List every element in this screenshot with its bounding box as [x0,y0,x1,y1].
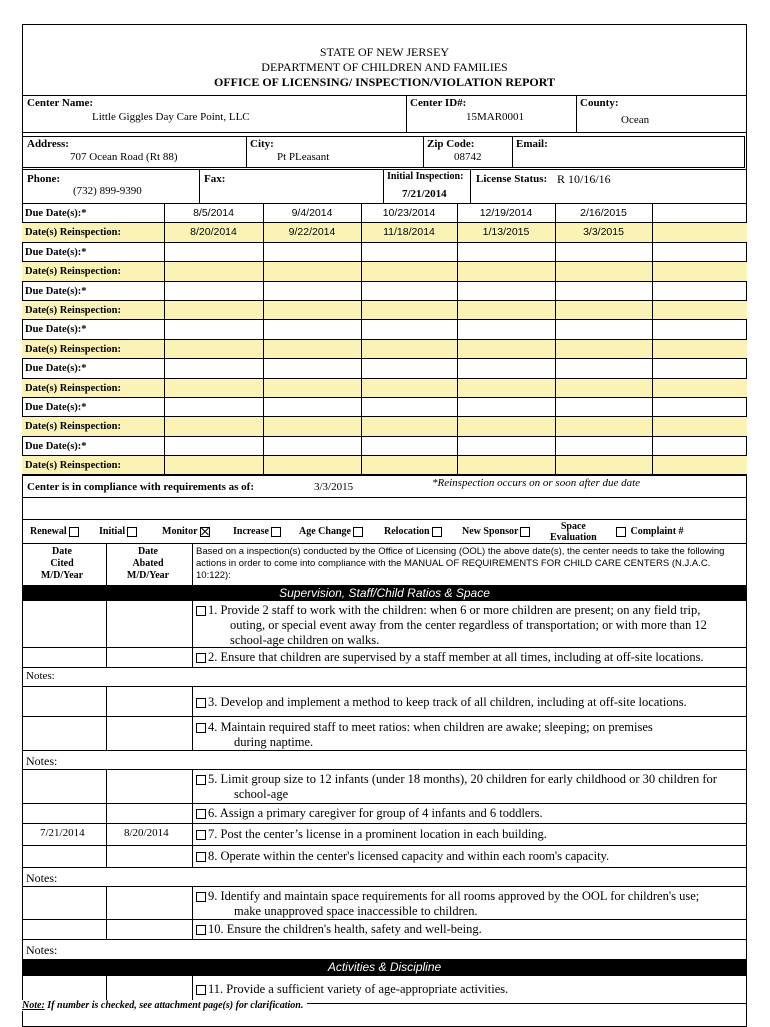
item-3-text: 3. Develop and implement a method to keep track of all children, including at off-site locations. [208,695,687,709]
reinspection-date-cell: 1/13/2015 [482,226,530,239]
date-abated-header [108,546,188,582]
item-2-checkbox[interactable] [196,653,206,663]
inspection-types [30,526,81,537]
complaint-checkbox[interactable] [616,527,626,537]
space-evaluation-label [550,521,597,543]
due-date-row [22,282,747,301]
footer-note-text: If number is checked, see attachment page(s) for clarification. [44,1000,304,1011]
age-change-checkbox[interactable] [353,527,363,537]
cited-h1: Date [52,546,72,557]
item-4 [194,720,653,750]
reinspection-row [22,417,747,436]
item-3 [194,695,687,710]
age-change-option [299,526,365,537]
due-date-row [22,320,747,339]
requirements-intro: Based on a inspection(s) conducted by the Office of Licensing (OOL) the above date(s), the center needs to take the following actions in order to come into compliance with the MANUAL OF REQUIREMENTS FOR CHILD CARE CENTERS (N.J.A.C. 10:122): [196,546,725,581]
item-11 [194,982,508,997]
due-date-row [22,359,747,378]
license-status-label: License Status: [476,173,548,185]
reinspection-label: Date(s) Reinspection: [25,421,121,433]
due-date-row [22,243,747,262]
due-date-cell: 8/5/2014 [193,207,234,219]
notes-label-1: Notes: [26,670,55,682]
initial-checkbox[interactable] [127,527,137,537]
address-value: 707 Ocean Road (Rt 88) [70,151,178,163]
reinspection-label: Date(s) Reinspection: [25,227,121,239]
item-9-text-b: make unapproved space inaccessible to children. [234,904,478,918]
due-date-label: Due Date(s):* [25,440,87,452]
form-header [22,45,747,90]
date-cited-header [22,546,102,582]
new-sponsor-label: New Sponsor [462,526,519,537]
zip-label: Zip Code: [427,138,475,150]
city-label: City: [250,138,274,150]
due-date-row [22,437,747,456]
reinspection-label: Date(s) Reinspection: [25,305,121,316]
reinspection-row [22,379,747,398]
reinspection-date-cell: 11/18/2014 [383,226,435,239]
item-1 [194,603,744,648]
item-7-text: 7. Post the center’s license in a prominent location in each building. [208,827,547,841]
item-11-checkbox[interactable] [196,985,206,995]
monitor-label: Monitor [162,526,198,537]
city-value: Pt PLeasant [277,151,330,163]
item-11-text: 11. Provide a sufficient variety of age-appropriate activities. [208,982,509,996]
monitor-option [162,526,212,537]
due-date-cell: 10/23/2014 [382,207,436,219]
reinspection-date-cell: 3/3/2015 [583,226,624,239]
item-5 [194,772,717,802]
reinspection-date-cell: 9/22/2014 [288,226,336,239]
initial-option [99,526,139,537]
center-name-value: Little Giggles Day Care Point, LLC [92,111,250,123]
abated-h1: Date [138,546,158,557]
due-date-label: Due Date(s):* [25,363,87,375]
cited-h3: M/D/Year [40,570,84,581]
section-supervision-header: Supervision, Staff/Child Ratios & Space [22,585,747,601]
item-4-text-a: 4. Maintain required staff to meet ratios: when children are awake; sleeping; on premises [208,720,653,734]
county-value: Ocean [621,114,650,126]
item-10-checkbox[interactable] [196,925,206,935]
phone-value: (732) 899-9390 [73,185,142,197]
initial-inspection-value: 7/21/2014 [402,188,447,200]
monitor-checkbox-checked[interactable] [200,527,210,537]
item-5-checkbox[interactable] [196,775,206,785]
item-7-date-cited: 7/21/2014 [40,827,85,839]
initial-inspection-label: Initial Inspection: [387,171,464,182]
due-date-cell: 9/4/2014 [291,207,333,219]
due-date-label: Due Date(s):* [25,208,87,219]
relocation-label: Relocation [384,526,430,537]
renewal-checkbox[interactable] [69,527,79,537]
county-label: County: [580,97,619,109]
due-date-label: Due Date(s):* [25,246,87,258]
item-1-text-c: school-age children on walks. [230,633,380,647]
header-state: STATE OF NEW JERSEY [319,45,450,59]
compliance-date: 3/3/2015 [314,481,354,493]
item-8-checkbox[interactable] [196,852,206,862]
due-date-cell: 2/16/2015 [580,207,627,219]
footer-note-label: Note: [22,1000,45,1011]
license-status-value: R 10/16/16 [557,172,611,186]
item-6-text: 6. Assign a primary caregiver for group of 4 infants and 6 toddlers. [208,806,543,820]
due-date-row [22,398,747,417]
address-label: Address: [27,138,69,150]
item-7-date-abated: 8/20/2014 [124,827,169,839]
reinspection-row [22,301,747,320]
cited-h2: Cited [50,558,74,569]
center-id-label: Center ID#: [410,97,467,109]
item-5-text-a: 5. Limit group size to 12 infants (under 18 months), 20 children for early childhood or 30 children for [208,772,717,786]
item-6-checkbox[interactable] [196,809,206,819]
due-date-label: Due Date(s):* [25,324,87,336]
reinspection-date-cell: 8/20/2014 [190,226,237,239]
email-label: Email: [516,138,548,150]
item-10-text: 10. Ensure the children's health, safety and well-being. [208,922,482,936]
increase-label: Increase [233,526,269,537]
item-5-text-b: school-age [234,787,289,801]
due-date-cell: 12/19/2014 [479,207,533,219]
reinspection-label: Date(s) Reinspection: [25,460,121,472]
item-2 [194,650,704,665]
relocation-checkbox[interactable] [432,527,442,537]
center-name-label: Center Name: [27,97,94,109]
notes-label-3: Notes: [26,871,58,885]
reinspection-label: Date(s) Reinspection: [25,266,121,278]
reinspection-row [22,340,747,359]
item-8 [194,849,609,864]
complaint-label: Complaint # [630,526,684,537]
relocation-option [384,526,444,537]
item-3-checkbox[interactable] [196,698,206,708]
initial-label: Initial [99,526,126,537]
item-1-text-a: 1. Provide 2 staff to work with the children: when 6 or more children are present; on any field trip, [208,603,701,617]
abated-h3: M/D/Year [126,570,170,581]
due-date-label: Due Date(s):* [25,285,87,297]
item-2-text: 2. Ensure that children are supervised by a staff member at all times, including at off-site locations. [208,650,704,664]
section-activities-header: Activities & Discipline [22,959,747,976]
space-eval-line2: Evaluation [550,532,597,543]
phone-label: Phone: [27,173,60,185]
increase-checkbox[interactable] [271,527,281,537]
notes-label-4: Notes: [26,943,58,957]
item-1-checkbox[interactable] [196,606,206,616]
age-change-label: Age Change [299,526,351,537]
new-sponsor-option [462,526,532,537]
complaint-option [614,526,684,537]
abated-h2: Abated [132,558,164,569]
space-eval-line1: Space [560,521,586,532]
report-title: OFFICE OF LICENSING/ INSPECTION/VIOLATION REPORT [214,75,555,89]
header-department: DEPARTMENT OF CHILDREN AND FAMILIES [261,60,508,74]
increase-option [233,526,283,537]
reinspection-row [22,262,747,281]
item-4-text-b: during naptime. [234,735,314,749]
notes-label-2: Notes: [26,754,58,768]
item-10 [194,922,482,937]
compliance-label: Center is in compliance with requirements as of: [27,481,255,493]
fax-label: Fax: [204,173,226,185]
reinspection-label: Date(s) Reinspection: [25,343,121,355]
item-7-checkbox[interactable] [196,830,206,840]
item-8-text: 8. Operate within the center's licensed capacity and within each room's capacity. [208,849,610,863]
item-9 [194,889,699,919]
item-4-checkbox[interactable] [196,723,206,733]
item-7 [194,827,547,842]
renewal-label: Renewal [30,526,67,537]
zip-value: 08742 [454,151,482,163]
due-date-label: Due Date(s):* [25,402,87,413]
center-id-value: 15MAR0001 [466,111,525,123]
item-1-text-b: outing, or special event away from the center regardless of transportation; or with more than 12 [230,618,707,632]
reinspection-row [22,456,747,475]
reinspection-label: Date(s) Reinspection: [25,382,121,394]
item-9-text-a: 9. Identify and maintain space requirements for all rooms approved by the OOL for children's use; [208,889,700,903]
reinspection-note: *Reinspection occurs on or soon after due date [432,477,641,489]
footer-note [22,1000,307,1011]
new-sponsor-checkbox[interactable] [520,527,530,537]
item-6 [194,806,543,821]
item-9-checkbox[interactable] [196,892,206,902]
